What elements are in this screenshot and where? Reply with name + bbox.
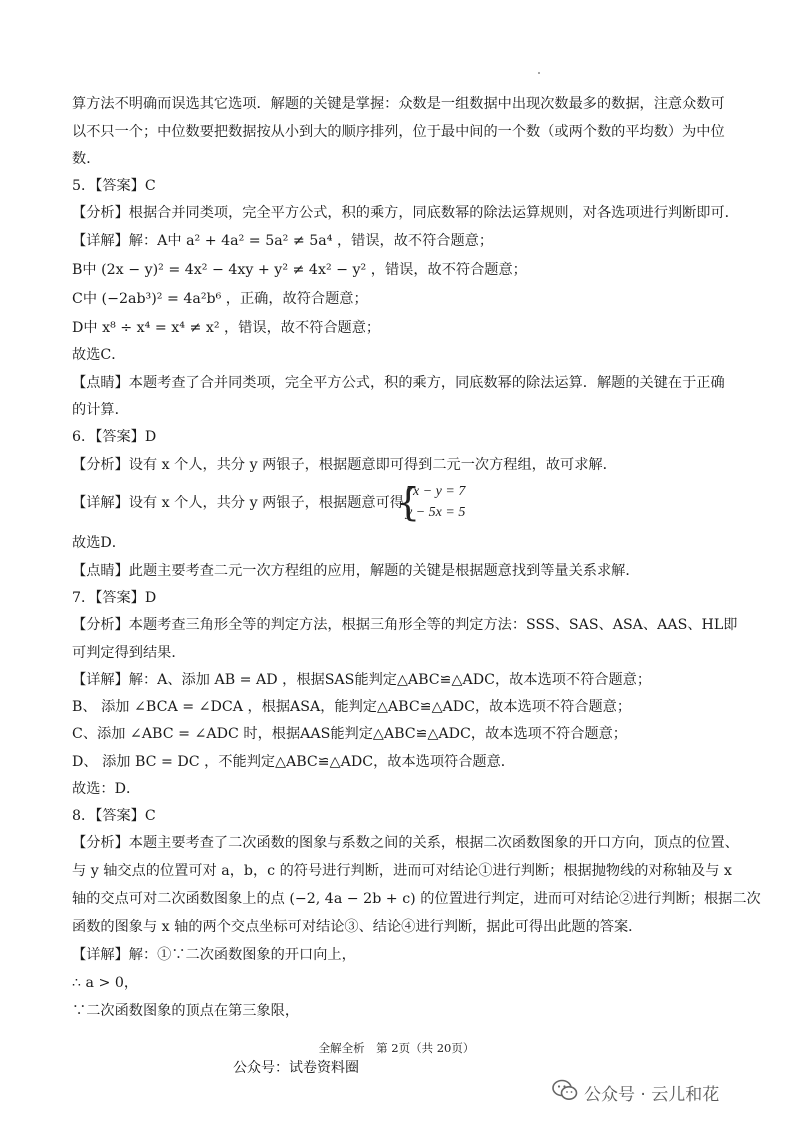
- text-line: ∴ a > 0，: [72, 975, 139, 991]
- brace-symbol: {: [396, 480, 421, 524]
- detail-7-b: B、 添加 ∠BCA = ∠DCA ，根据ASA，能判定△ABC≌△ADC，故本选项不符合题意；: [72, 699, 632, 715]
- equation-2: y − 5x = 5: [406, 505, 466, 520]
- choice-5: 故选C．: [72, 347, 126, 363]
- comment-6: 【点睛】此题主要考查二元一次方程组的应用，解题的关键是根据题意找到等量关系求解．: [72, 563, 640, 579]
- analysis-6: 【分析】设有 x 个人，共分 y 两银子，根据题意即可得到二元一次方程组，故可求解．: [72, 457, 617, 473]
- answer-heading-8: 8．【答案】C: [72, 808, 156, 824]
- answer-heading-5: 5．【答案】C: [72, 178, 156, 194]
- detail-5-d: D中 x⁸ ÷ x⁴ = x⁴ ≠ x² ，错误，故不符合题意；: [72, 320, 381, 336]
- account-label: 公众号：试卷资料圈: [233, 1060, 359, 1076]
- analysis-7: 【分析】本题考查三角形全等的判定方法，根据三角形全等的判定方法：SSS、SAS、ASA、AAS、HL即: [72, 617, 738, 633]
- analysis-5: 【分析】根据合并同类项，完全平方公式，积的乘方，同底数幂的除法运算规则，对各选项进行判断即可．: [72, 205, 739, 221]
- choice-6: 故选D．: [72, 535, 126, 551]
- text-line: ∵二次函数图象的顶点在第三象限，: [72, 1003, 300, 1019]
- answer-heading-7: 7．【答案】D: [72, 590, 157, 606]
- page-footer: 全解全析 第 2页（共 20页）: [318, 1041, 475, 1055]
- detail-6: 【详解】设有 x 个人，共分 y 两银子，根据题意可得: [72, 495, 404, 511]
- detail-7-a: 【详解】解：A、添加 AB = AD ，根据SAS能判定△ABC≌△ADC，故本选项不符合题意；: [72, 672, 652, 688]
- equation-1: 7x − y = 7: [406, 484, 466, 499]
- text-line: 的计算．: [72, 402, 129, 418]
- detail-8: 【详解】解：①∵二次函数图象的开口向上，: [72, 947, 356, 963]
- wechat-icon: [552, 1079, 578, 1106]
- detail-5-b: B中 (2x − y)² = 4x² − 4xy + y² ≠ 4x² − y² ，错误，故不符合题意；: [72, 262, 527, 278]
- detail-7-d: D、 添加 BC = DC ，不能判定△ABC≌△ADC，故本选项符合题意．: [72, 754, 515, 770]
- text-line: 可判定得到结果．: [72, 645, 186, 661]
- detail-5-c: C中 (−2ab³)² = 4a²b⁶ ，正确，故符合题意；: [72, 291, 368, 307]
- answer-heading-6: 6．【答案】D: [72, 429, 157, 445]
- text-line: 与 y 轴交点的位置可对 a，b，c 的符号进行判断，进而可对结论①进行判断；根据抛物线的对称轴及与 x: [72, 863, 732, 879]
- text-line: 轴的交点可对二次函数图象上的点 (−2, 4a − 2b + c) 的位置进行判定，进而可对结论②进行判断；根据二次: [72, 891, 761, 907]
- choice-7: 故选：D．: [72, 781, 141, 797]
- text-line: 函数的图象与 x 轴的两个交点坐标可对结论③、结论④进行判断，据此可得出此题的答案．: [72, 919, 643, 935]
- watermark-text: 公众号 · 云儿和花: [584, 1085, 720, 1105]
- text-line: 算方法不明确而误选其它选项．解题的关键是掌握：众数是一组数据中出现次数最多的数据，注意众数可: [72, 96, 725, 112]
- text-line: 数．: [72, 151, 101, 167]
- watermark: [552, 1079, 719, 1106]
- equation-system: [396, 482, 476, 524]
- scan-dot: [538, 72, 540, 74]
- detail-7-c: C、添加 ∠ABC = ∠ADC 时，根据AAS能判定△ABC≌△ADC，故本选项不符合题意；: [72, 726, 627, 742]
- comment-5: 【点睛】本题考查了合并同类项，完全平方公式，积的乘方，同底数幂的除法运算．解题的关键在于正确: [72, 375, 725, 391]
- text-line: 以不只一个；中位数要把数据按从小到大的顺序排列，位于最中间的一个数（或两个数的平均数）为中位: [72, 124, 725, 140]
- detail-5-a: 【详解】解：A中 a² + 4a² = 5a² ≠ 5a⁴ ，错误，故不符合题意；: [72, 233, 494, 249]
- analysis-8: 【分析】本题主要考查了二次函数的图象与系数之间的关系，根据二次函数图象的开口方向，顶点的位置、: [72, 835, 739, 851]
